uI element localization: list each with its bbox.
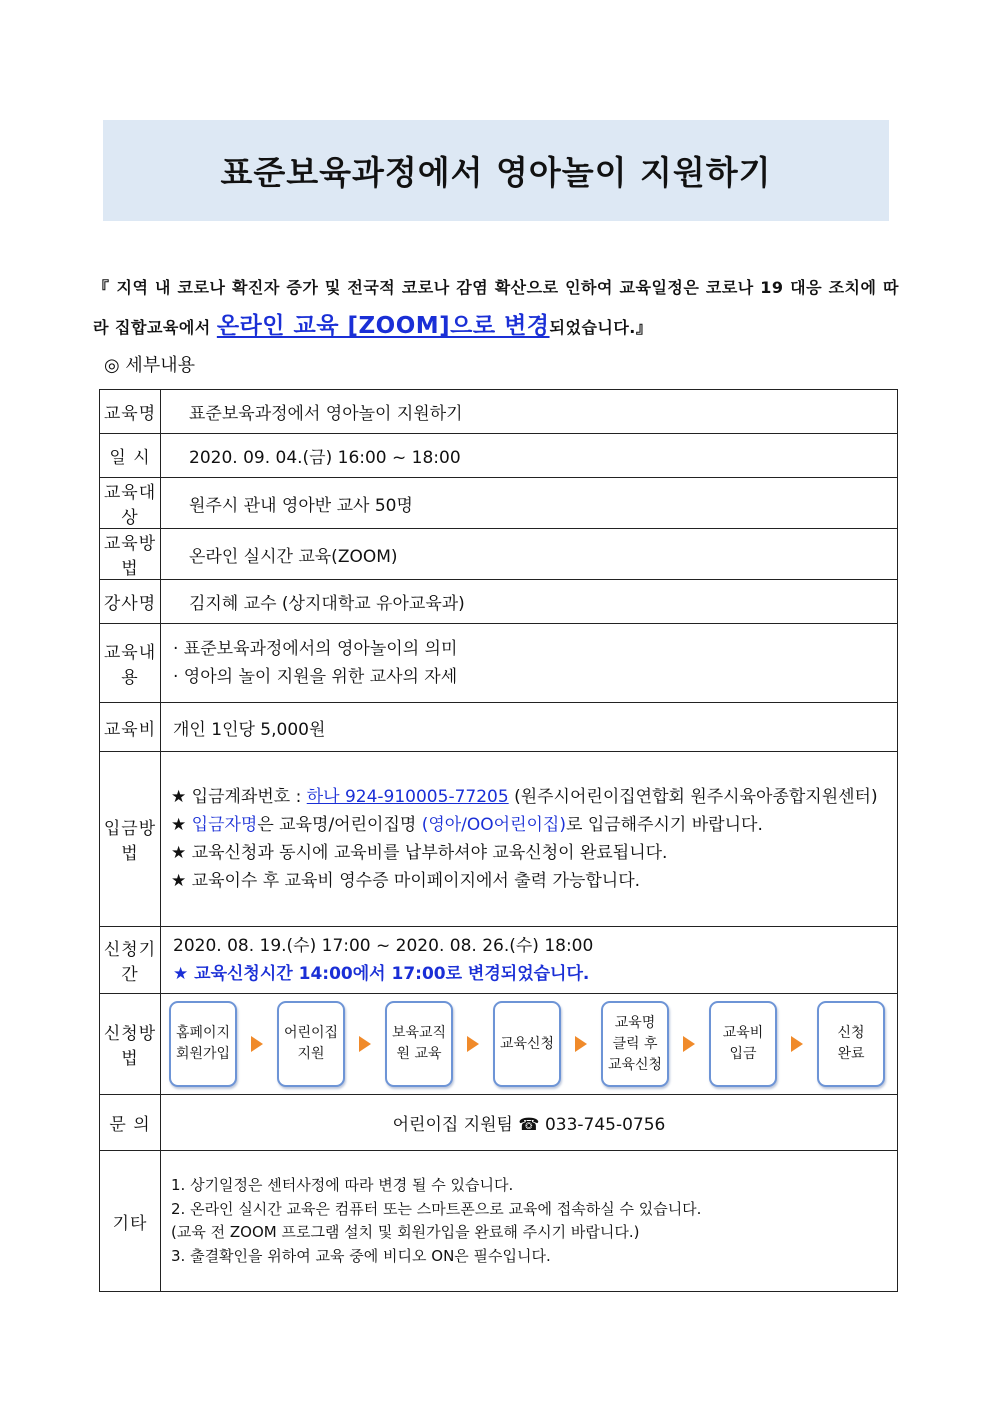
step-text: 보육교직 [391, 1025, 447, 1041]
row-label: 문 의 [100, 1095, 161, 1151]
payment-details [161, 752, 898, 927]
course-fee: 개인 1인당 5,000원 [161, 703, 898, 752]
payment-text: 은 교육명/어린이집명 [257, 815, 422, 835]
arrow-right-icon [251, 1036, 263, 1052]
row-label: 신청기간 [100, 927, 161, 994]
payment-line: ★ 교육이수 후 교육비 영수증 마이페이지에서 출력 가능합니다. [171, 871, 641, 891]
course-name: 표준보육과정에서 영아놀이 지원하기 [161, 390, 898, 434]
table-row [100, 434, 898, 478]
table-row [100, 390, 898, 434]
section-label: ◎ 세부내용 [104, 355, 195, 376]
step-box [601, 1001, 669, 1087]
payment-prefix: ★ 입금계좌번호 : [171, 787, 307, 807]
step-text: 신청 [837, 1025, 865, 1041]
table-row [100, 478, 898, 529]
inquiry-contact: 어린이집 지원팀 ☎ 033-745-0756 [161, 1095, 898, 1151]
row-label: 기타 [100, 1151, 161, 1292]
period-change-note: ★ 교육신청시간 14:00에서 17:00로 변경되었습니다. [173, 964, 590, 984]
steps-flow [161, 1001, 897, 1087]
account-number: 하나 924-910005-77205 [306, 787, 509, 807]
course-content [161, 624, 898, 703]
payment-line [171, 783, 889, 811]
note-line: 1. 상기일정은 센터사정에 따라 변경 될 수 있습니다. [171, 1176, 514, 1194]
table-row [100, 703, 898, 752]
depositor-name-label: 입금자명 [191, 815, 258, 835]
row-label: 교육내용 [100, 624, 161, 703]
notice-text: 『 지역 내 코로나 확진자 증가 및 전국적 코로나 감염 확산으로 인하여 교육일정은 코로나 19 대응 조치에 따라 집합교육에서 [93, 278, 899, 337]
payment-line [171, 811, 889, 839]
step-box [817, 1001, 885, 1087]
row-label: 강사명 [100, 580, 161, 624]
step-text: 어린이집 [283, 1025, 339, 1041]
content-item: · 표준보육과정에서의 영아놀이의 의미 [173, 639, 458, 659]
step-text: 입금 [729, 1046, 757, 1062]
step-text: 홈페이지 [175, 1025, 231, 1041]
step-text: 교육신청 [607, 1056, 663, 1073]
star-mark: ★ [171, 815, 192, 835]
payment-line: ★ 교육신청과 동시에 교육비를 납부하셔야 교육신청이 완료됩니다. [171, 843, 668, 863]
table-row [100, 994, 898, 1095]
table-row [100, 529, 898, 580]
note-line: 3. 출결확인을 위하여 교육 중에 비디오 ON은 필수입니다. [171, 1246, 551, 1265]
step-text: 회원가입 [175, 1046, 231, 1062]
step-text: 교육신청 [499, 1035, 555, 1052]
step-box [709, 1001, 777, 1087]
content-item: · 영아의 놀이 지원을 위한 교사의 자세 [173, 667, 458, 687]
course-method: 온라인 실시간 교육(ZOOM) [161, 529, 898, 580]
note-line: 2. 온라인 실시간 교육은 컴퓨터 또는 스마트폰으로 교육에 접속하실 수 있습니다. [171, 1199, 702, 1218]
step-text: 완료 [837, 1046, 865, 1062]
course-date: 2020. 09. 04.(금) 16:00 ~ 18:00 [161, 434, 898, 478]
arrow-right-icon [575, 1036, 587, 1052]
title-banner [103, 120, 889, 221]
table-row [100, 927, 898, 994]
page-title: 표준보육과정에서 영아놀이 지원하기 [220, 153, 772, 192]
arrow-right-icon [359, 1036, 371, 1052]
table-row [100, 1151, 898, 1292]
step-text: 교육비 [722, 1025, 764, 1041]
step-text: 지원 [297, 1046, 325, 1062]
row-label: 교육비 [100, 703, 161, 752]
row-label: 입금방법 [100, 752, 161, 927]
table-row [100, 1095, 898, 1151]
table-row [100, 752, 898, 927]
step-text: 교육명 [614, 1014, 656, 1031]
step-box [385, 1001, 453, 1087]
step-box [277, 1001, 345, 1087]
row-label: 교육대상 [100, 478, 161, 529]
row-label: 일 시 [100, 434, 161, 478]
application-period [161, 927, 898, 994]
payment-text: 로 입금해주시기 바랍니다. [566, 815, 763, 835]
notice-paragraph [93, 269, 899, 347]
step-box [169, 1001, 237, 1087]
depositor-example: (영아/OO어린이집) [421, 815, 566, 835]
row-label: 신청방법 [100, 994, 161, 1095]
step-text: 원 교육 [396, 1046, 442, 1062]
period-range: 2020. 08. 19.(수) 17:00 ~ 2020. 08. 26.(수) 18:00 [173, 936, 594, 956]
arrow-right-icon [467, 1036, 479, 1052]
table-row [100, 624, 898, 703]
notice-end: 되었습니다.』 [549, 318, 653, 337]
arrow-right-icon [791, 1036, 803, 1052]
course-target: 원주시 관내 영아반 교사 50명 [161, 478, 898, 529]
lecturer: 김지혜 교수 (상지대학교 유아교육과) [161, 580, 898, 624]
step-text: 클릭 후 [612, 1035, 658, 1052]
notice-highlight: 온라인 교육 [ZOOM]으로 변경 [216, 313, 550, 339]
etc-notes [161, 1151, 898, 1292]
account-holder: (원주시어린이집연합회 원주시육아종합지원센터) [508, 787, 878, 807]
details-table [99, 389, 898, 1292]
row-label: 교육명 [100, 390, 161, 434]
arrow-right-icon [683, 1036, 695, 1052]
step-box [493, 1001, 561, 1087]
row-label: 교육방법 [100, 529, 161, 580]
application-steps [161, 994, 898, 1095]
note-line: (교육 전 ZOOM 프로그램 설치 및 회원가입을 완료해 주시기 바랍니다.) [171, 1223, 640, 1241]
table-row [100, 580, 898, 624]
